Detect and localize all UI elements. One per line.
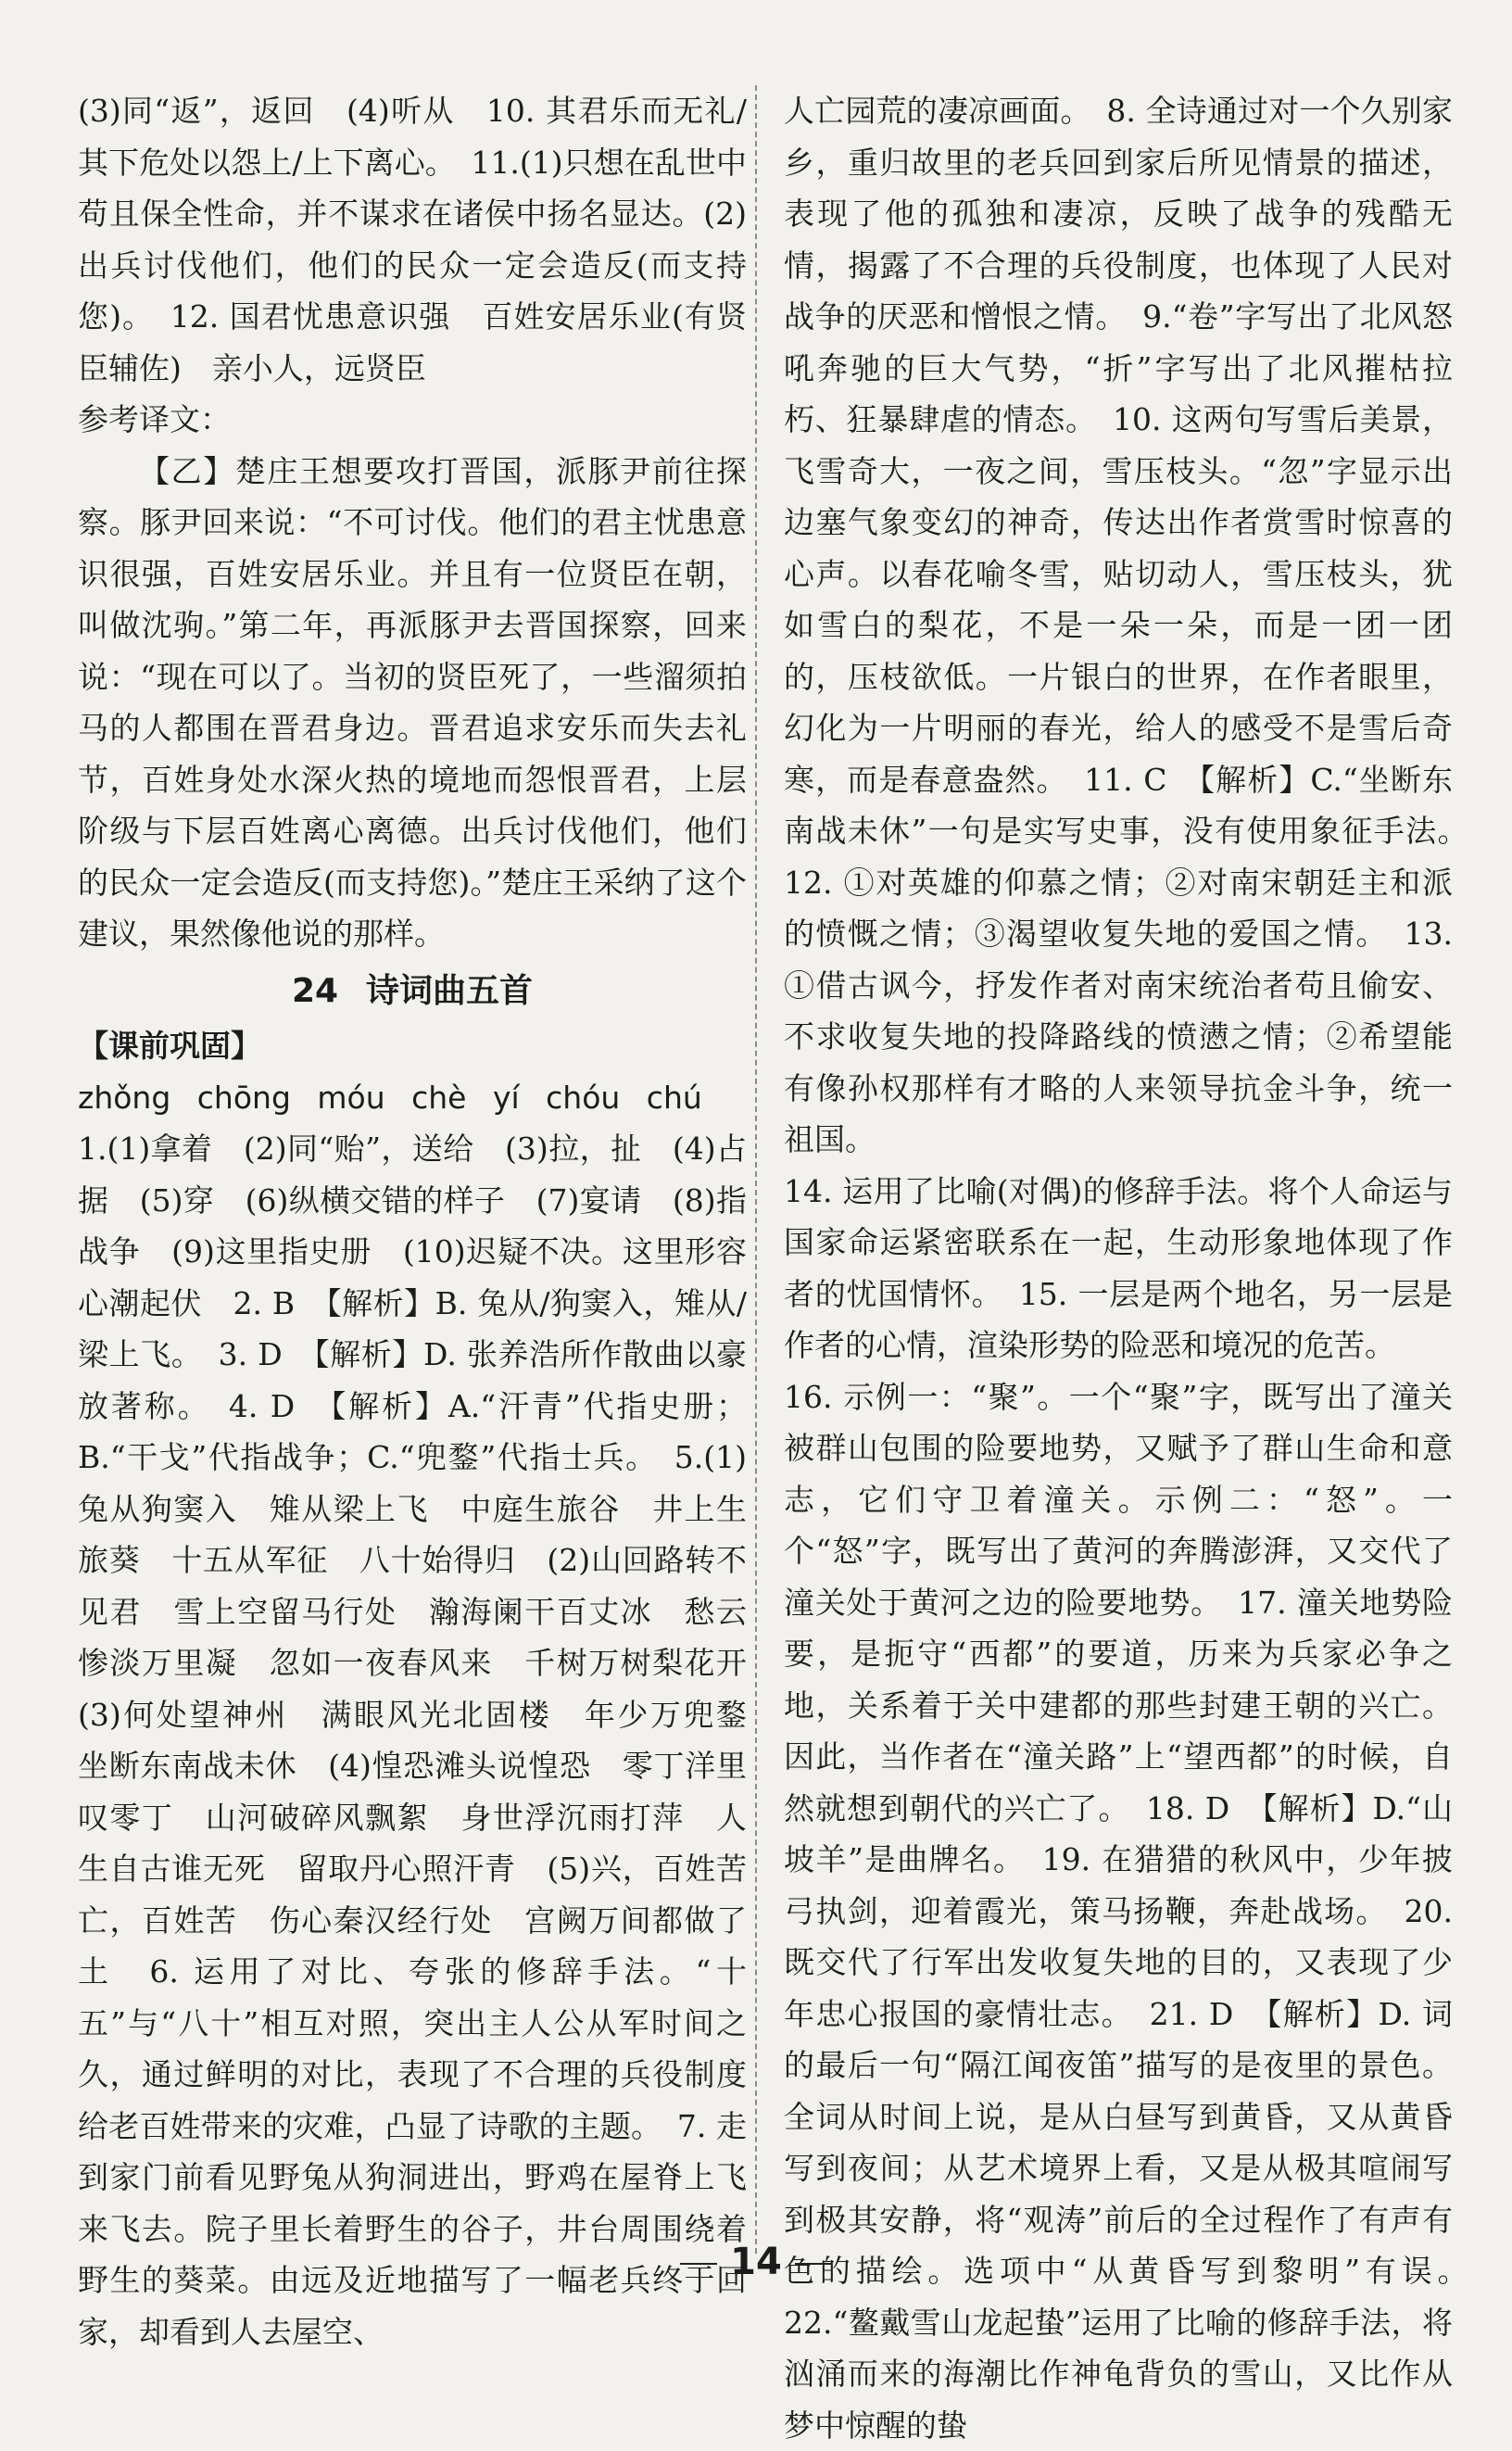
answers-paragraph-4: 14. 运用了比喻(对偶)的修辞手法。将个人命运与国家命运紧密联系在一起，生动形象地体现了作者的忧国情怀。 15. 一层是两个地名，另一层是作者的心情，渲染形势的险恶和境况的危苦。 xyxy=(784,1166,1453,1371)
answers-paragraph-1: (3)同“返”，返回 (4)听从 10. 其君乐而无礼/其下危处以怨上/上下离心。 11.(1)只想在乱世中苟且保全性命，并不谋求在诸侯中扬名显达。(2)出兵讨伐他们，他们的民众一定会造反(而支持您)。 12. 国君忧患意识强 百姓安居乐业(有贤臣辅佐) 亲小人，远贤臣 xyxy=(78,85,747,394)
lesson-name: 诗词曲五首 xyxy=(366,972,533,1010)
reference-translation-label: 参考译文： xyxy=(78,394,747,446)
reference-translation: 【乙】楚庄王想要攻打晋国，派豚尹前往探察。豚尹回来说：“不可讨伐。他们的君主忧患意识很强，百姓安居乐业。并且有一位贤臣在朝，叫做沈驹。”第二年，再派豚尹去晋国探察，回来说：“现在可以了。当初的贤臣死了，一些溜须拍马的人都围在晋君身边。晋君追求安乐而失去礼节，百姓身处水深火热的境地而怨恨晋君，上层阶级与下层百姓离心离德。出兵讨伐他们，他们的民众一定会造反(而支持您)。”楚庄王采纳了这个建议，果然像他说的那样。 xyxy=(78,446,747,960)
lesson-title xyxy=(78,966,747,1017)
left-column xyxy=(78,85,747,2357)
section-heading: 【课前巩固】 xyxy=(78,1020,747,1072)
pinyin-line: zhǒng chōng móu chè yí chóu chú xyxy=(78,1072,747,1124)
page-footer xyxy=(0,2241,1512,2283)
answers-paragraph-3: 人亡园荒的凄凉画面。 8. 全诗通过对一个久别家乡，重归故里的老兵回到家后所见情景的描述，表现了他的孤独和凄凉，反映了战争的残酷无情，揭露了不合理的兵役制度，也体现了人民对战争的厌恶和憎恨之情。 9.“卷”字写出了北风怒吼奔驰的巨大气势，“折”字写出了北风摧枯拉朽、狂暴肆虐的情态。 10. 这两句写雪后美景，飞雪奇大，一夜之间，雪压枝头。“忽”字显示出边塞气象变幻的神奇，传达出作者赏雪时惊喜的心声。以春花喻冬雪，贴切动人，雪压枝头，犹如雪白的梨花，不是一朵一朵，而是一团一团的，压枝欲低。一片银白的世界，在作者眼里，幻化为一片明丽的春光，给人的感受不是雪后奇寒，而是春意盎然。 11. C 【解析】C.“坐断东南战未休”一句是实写史事，没有使用象征手法。 12. ①对英雄的仰慕之情；②对南宋朝廷主和派的愤慨之情；③渴望收复失地的爱国之情。 13. ①借古讽今，抒发作者对南宋统治者苟且偷安、不求收复失地的投降路线的愤懑之情；②希望能有像孙权那样有才略的人来领导抗金斗争，统一祖国。 xyxy=(784,85,1453,1166)
footer-dash-left xyxy=(680,2263,717,2265)
right-column xyxy=(784,85,1453,2451)
page-number: 14 xyxy=(730,2241,782,2283)
answers-paragraph-5: 16. 示例一：“聚”。一个“聚”字，既写出了潼关被群山包围的险要地势，又赋予了群山生命和意志，它们守卫着潼关。示例二：“怒”。一个“怒”字，既写出了黄河的奔腾澎湃，又交代了潼关处于黄河之边的险要地势。 17. 潼关地势险要，是扼守“西都”的要道，历来为兵家必争之地，关系着于关中建都的那些封建王朝的兴亡。因此，当作者在“潼关路”上“望西都”的时候，自然就想到朝代的兴亡了。 18. D 【解析】D.“山坡羊”是曲牌名。 19. 在猎猎的秋风中，少年披弓执剑，迎着霞光，策马扬鞭，奔赴战场。 20. 既交代了行军出发收复失地的目的，又表现了少年忠心报国的豪情壮志。 21. D 【解析】D. 词的最后一句“隔江闻夜笛”描写的是夜里的景色。全词从时间上说，是从白昼写到黄昏，又从黄昏写到夜间；从艺术境界上看，又是从极其喧闹写到极其安静，将“观涛”前后的全过程作了有声有色的描绘。选项中“从黄昏写到黎明”有误。 22.“鳌戴雪山龙起蛰”运用了比喻的修辞手法，将汹涌而来的海潮比作神龟背负的雪山，又比作从梦中惊醒的蛰 xyxy=(784,1371,1453,2451)
footer-dash-right xyxy=(795,2263,832,2265)
column-divider xyxy=(755,85,757,2254)
lesson-number: 24 xyxy=(292,972,338,1010)
answers-paragraph-2: 1.(1)拿着 (2)同“贻”，送给 (3)拉，扯 (4)占据 (5)穿 (6)纵横交错的样子 (7)宴请 (8)指战争 (9)这里指史册 (10)迟疑不决。这里形容心潮起伏 2. B 【解析】B. 兔从/狗窦入，雉从/梁上飞。 3. D 【解析】D. 张养浩所作散曲以豪放著称。 4. D 【解析】A.“汗青”代指史册；B.“干戈”代指战争；C.“兜鍪”代指士兵。 5.(1)兔从狗窦入 雉从梁上飞 中庭生旅谷 井上生旅葵 十五从军征 八十始得归 (2)山回路转不见君 雪上空留马行处 瀚海阑干百丈冰 愁云惨淡万里凝 忽如一夜春风来 千树万树梨花开 (3)何处望神州 满眼风光北固楼 年少万兜鍪 坐断东南战未休 (4)惶恐滩头说惶恐 零丁洋里叹零丁 山河破碎风飘絮 身世浮沉雨打萍 人生自古谁无死 留取丹心照汗青 (5)兴，百姓苦 亡，百姓苦 伤心秦汉经行处 宫阙万间都做了土 6. 运用了对比、夸张的修辞手法。“十五”与“八十”相互对照，突出主人公从军时间之久，通过鲜明的对比，表现了不合理的兵役制度给老百姓带来的灾难，凸显了诗歌的主题。 7. 走到家门前看见野兔从狗洞进出，野鸡在屋脊上飞来飞去。院子里长着野生的谷子，井台周围绕着野生的葵菜。由远及近地描写了一幅老兵终于回家，却看到人去屋空、 xyxy=(78,1123,747,2357)
